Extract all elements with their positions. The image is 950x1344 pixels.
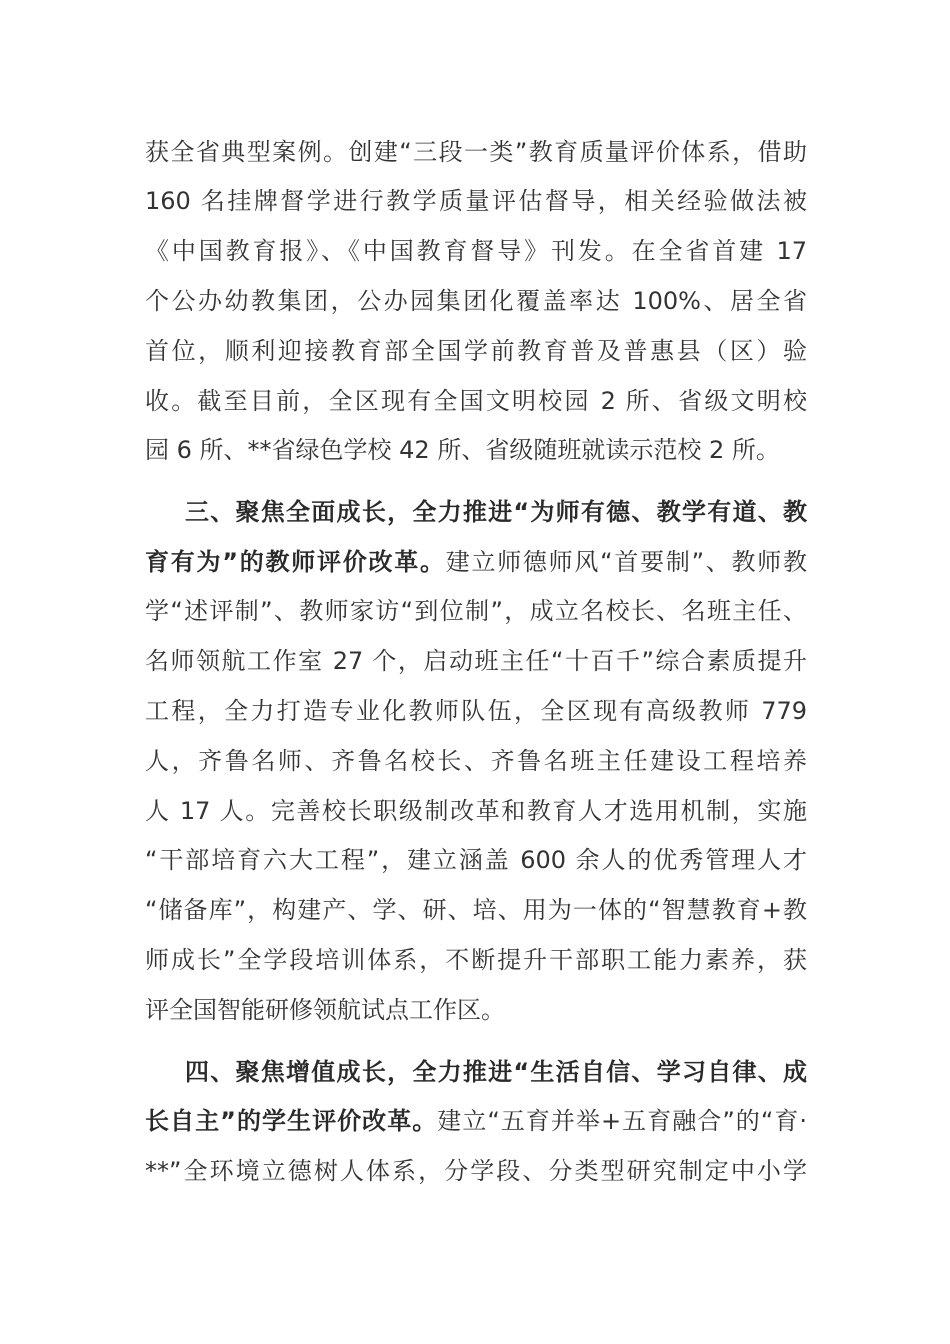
paragraph-2-heading-line-1: 三、聚焦全面成长，全力推进“为师有德、教学有道、教: [185, 498, 807, 526]
paragraph-1-line-3: 《中国教育报》、《中国教育督导》刊发。在全省首建 17: [145, 237, 807, 265]
paragraph-1-line-2: 160 名挂牌督学进行教学质量评估督导，相关经验做法被: [145, 187, 807, 215]
paragraph-3-line-2: [145, 1096, 807, 1146]
paragraph-2-line-3: 学“述评制”、教师家访“到位制”，成立名校长、名班主任、: [145, 597, 807, 625]
paragraph-2-line-2-rest: 建立师德师风“首要制”、教师教: [445, 548, 807, 576]
paragraph-2-line-9: “储备库”，构建产、学、研、培、用为一体的“智慧教育+教: [145, 896, 807, 924]
paragraph-2-line-7: 人 17 人。完善校长职级制改革和教育人才选用机制，实施: [145, 797, 807, 825]
paragraph-3-heading-line-2: 长自主”的学生评价改革。: [145, 1107, 438, 1135]
paragraph-2-line-11: 评全国智能研修领航试点工作区。: [145, 996, 505, 1024]
paragraph-2-line-4: 名师领航工作室 27 个，启动班主任“十百千”综合素质提升: [145, 647, 807, 675]
paragraph-3-line-3: **”全环境立德树人体系，分学段、分类型研究制定中小学: [145, 1157, 807, 1185]
paragraph-1-line-1: 获全省典型案例。创建“三段一类”教育质量评价体系，借助: [145, 138, 807, 166]
paragraph-1-line-4: 个公办幼教集团，公办园集团化覆盖率达 100%、居全省: [145, 287, 807, 315]
paragraph-2-line-5: 工程，全力打造专业化教师队伍，全区现有高级教师 779: [145, 697, 807, 725]
paragraph-2-line-2: [145, 537, 807, 587]
paragraph-2-line-8: “干部培育六大工程”，建立涵盖 600 余人的优秀管理人才: [145, 846, 807, 874]
paragraph-1-line-7: 园 6 所、**省绿色学校 42 所、省级随班就读示范校 2 所。: [145, 436, 780, 464]
paragraph-1-line-6: 收。截至目前，全区现有全国文明校园 2 所、省级文明校: [145, 387, 807, 415]
paragraph-2-line-6: 人，齐鲁名师、齐鲁名校长、齐鲁名班主任建设工程培养: [145, 747, 807, 775]
paragraph-3-heading-line-1: 四、聚焦增值成长，全力推进“生活自信、学习自律、成: [185, 1058, 807, 1086]
paragraph-2-heading-line-2: 育有为”的教师评价改革。: [145, 548, 446, 576]
paragraph-3-line-2-rest: 建立“五育并举+五育融合”的“育·: [437, 1107, 807, 1135]
paragraph-2-line-10: 师成长”全学段培训体系，不断提升干部职工能力素养，获: [145, 946, 807, 974]
paragraph-1-line-5: 首位，顺利迎接教育部全国学前教育普及普惠县（区）验: [145, 337, 807, 365]
